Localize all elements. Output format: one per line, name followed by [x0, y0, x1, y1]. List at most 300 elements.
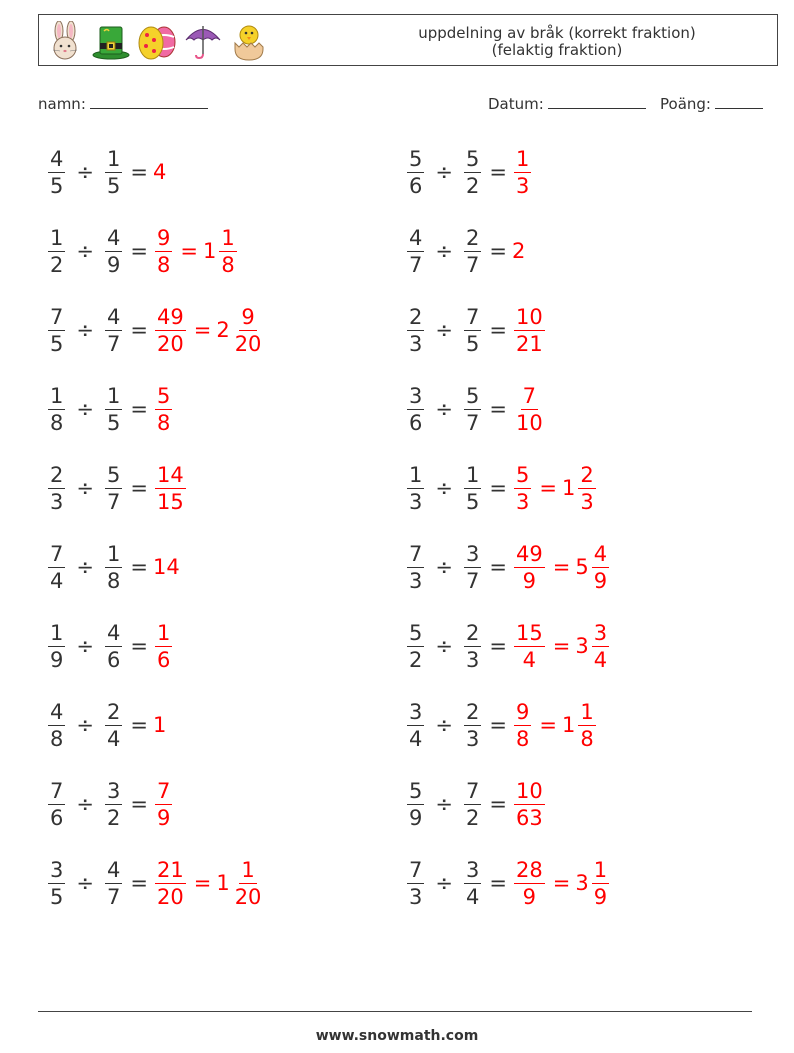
denominator: 9 [106, 252, 121, 277]
numerator: 15 [515, 620, 543, 645]
denominator: 5 [50, 173, 64, 198]
answer [512, 462, 598, 515]
worksheet-title [377, 25, 737, 59]
denominator: 15 [156, 489, 184, 514]
numerator: 28 [515, 857, 543, 882]
denominator: 4 [106, 726, 121, 751]
denominator: 3 [409, 884, 423, 909]
divide-sign: ÷ [76, 239, 94, 263]
denominator: 3 [409, 568, 423, 593]
numerator: 1 [156, 620, 171, 645]
equals-sign: = [130, 792, 148, 816]
divisor-fraction [464, 304, 481, 357]
name-label: namn: [38, 95, 86, 113]
answer-fraction [155, 225, 172, 278]
numerator: 9 [156, 225, 171, 250]
numerator: 3 [409, 383, 423, 408]
numerator: 7 [409, 541, 423, 566]
divide-sign: ÷ [435, 792, 453, 816]
equals-sign: = [130, 318, 148, 342]
denominator: 3 [515, 173, 530, 198]
denominator: 4 [465, 884, 480, 909]
denominator: 5 [465, 331, 480, 356]
numerator: 5 [409, 146, 423, 171]
equals-sign: = [552, 634, 571, 658]
denominator: 6 [409, 410, 423, 435]
denominator: 7 [465, 410, 480, 435]
numerator: 5 [106, 462, 121, 487]
problem-12 [405, 537, 611, 597]
denominator: 21 [515, 331, 543, 356]
answer [512, 146, 533, 199]
equals-sign: = [130, 871, 148, 895]
footer-divider [38, 1011, 752, 1012]
mixed-whole: 2 [216, 318, 230, 342]
title-line-2: (felaktig fraktion) [491, 41, 623, 59]
numerator: 1 [593, 857, 608, 882]
umbrella-icon [183, 21, 223, 61]
divisor-fraction [464, 541, 481, 594]
answer [153, 713, 166, 737]
numerator: 7 [522, 383, 537, 408]
denominator: 9 [593, 568, 608, 593]
numerator: 1 [580, 699, 594, 724]
denominator: 8 [50, 410, 64, 435]
numerator: 2 [106, 699, 121, 724]
answer [512, 383, 547, 436]
divide-sign: ÷ [435, 397, 453, 421]
numerator: 5 [409, 620, 423, 645]
answer-integer: 2 [511, 239, 526, 263]
dividend-fraction [48, 778, 65, 831]
problem-17 [46, 774, 174, 834]
equals-sign: = [180, 239, 198, 263]
easter-eggs-icon [137, 21, 177, 61]
denominator: 3 [409, 331, 423, 356]
denominator: 6 [106, 647, 121, 672]
denominator: 20 [156, 884, 184, 909]
header-icons [45, 19, 269, 63]
dividend-fraction [48, 857, 65, 910]
numerator: 4 [409, 225, 423, 250]
dividend-fraction [407, 462, 424, 515]
denominator: 4 [50, 568, 64, 593]
equals-sign: = [489, 160, 507, 184]
equals-sign: = [489, 239, 507, 263]
equals-sign: = [130, 634, 148, 658]
denominator: 8 [515, 726, 530, 751]
equals-sign: = [489, 713, 507, 737]
problem-2 [405, 142, 533, 202]
answer-fraction [514, 778, 545, 831]
numerator: 1 [50, 225, 64, 250]
denominator: 3 [465, 647, 480, 672]
denominator: 4 [409, 726, 423, 751]
answer-fraction [155, 304, 186, 357]
answer-fraction [514, 541, 545, 594]
mixed-whole: 5 [575, 555, 589, 579]
divisor-fraction [105, 857, 122, 910]
denominator: 7 [106, 884, 121, 909]
mixed-whole: 1 [216, 871, 230, 895]
equals-sign: = [130, 476, 148, 500]
numerator: 5 [465, 146, 480, 171]
score-blank[interactable] [715, 94, 763, 109]
denominator: 8 [580, 726, 594, 751]
numerator: 4 [106, 857, 121, 882]
score-label: Poäng: [660, 95, 711, 113]
dividend-fraction [407, 778, 424, 831]
name-field [38, 94, 208, 113]
footer-url: www.snowmath.com [315, 1028, 479, 1044]
numerator: 14 [156, 462, 184, 487]
numerator: 2 [580, 462, 594, 487]
denominator: 8 [156, 252, 171, 277]
divide-sign: ÷ [435, 555, 453, 579]
dividend-fraction [48, 620, 65, 673]
dividend-fraction [48, 225, 65, 278]
numerator: 5 [515, 462, 530, 487]
denominator: 2 [465, 805, 480, 830]
equals-sign: = [489, 634, 507, 658]
numerator: 4 [50, 146, 64, 171]
divisor-fraction [105, 541, 122, 594]
answer-fraction [155, 620, 172, 673]
answer-fraction [514, 857, 545, 910]
denominator: 2 [106, 805, 121, 830]
numerator: 1 [241, 857, 255, 882]
answer-fraction [155, 857, 186, 910]
numerator: 9 [515, 699, 530, 724]
mixed-fraction [592, 541, 609, 594]
divide-sign: ÷ [76, 160, 94, 184]
equals-sign: = [552, 871, 571, 895]
numerator: 4 [106, 304, 121, 329]
equals-sign: = [489, 397, 507, 421]
denominator: 3 [580, 489, 594, 514]
equals-sign: = [130, 160, 148, 184]
numerator: 7 [156, 778, 171, 803]
divide-sign: ÷ [435, 318, 453, 342]
mixed-whole: 1 [202, 239, 217, 263]
dividend-fraction [48, 541, 65, 594]
equals-sign: = [539, 476, 557, 500]
divide-sign: ÷ [76, 318, 94, 342]
numerator: 7 [50, 778, 64, 803]
numerator: 10 [515, 304, 543, 329]
problem-19 [46, 853, 265, 913]
divisor-fraction [105, 383, 122, 436]
divisor-fraction [464, 225, 481, 278]
answer [153, 620, 174, 673]
numerator: 3 [465, 857, 480, 882]
mixed-whole: 3 [575, 871, 589, 895]
divisor-fraction [105, 699, 122, 752]
dividend-fraction [407, 383, 424, 436]
equals-sign: = [552, 555, 571, 579]
divisor-fraction [105, 225, 122, 278]
equals-sign: = [539, 713, 557, 737]
numerator: 2 [409, 304, 423, 329]
bunny-icon [45, 21, 85, 61]
score-field [660, 94, 763, 113]
numerator: 2 [465, 699, 480, 724]
denominator: 3 [409, 489, 423, 514]
dividend-fraction [407, 146, 424, 199]
mixed-whole: 1 [561, 713, 576, 737]
denominator: 10 [515, 410, 543, 435]
answer [153, 778, 174, 831]
mixed-fraction [592, 857, 609, 910]
denominator: 7 [106, 331, 121, 356]
mixed-fraction [233, 304, 264, 357]
answer-fraction [155, 778, 172, 831]
denominator: 2 [50, 252, 64, 277]
divide-sign: ÷ [76, 476, 94, 500]
problem-13 [46, 616, 174, 676]
divide-sign: ÷ [435, 634, 453, 658]
answer [153, 304, 265, 357]
divide-sign: ÷ [435, 713, 453, 737]
problem-14 [405, 616, 611, 676]
equals-sign: = [489, 555, 507, 579]
divisor-fraction [464, 462, 481, 515]
divisor-fraction [105, 620, 122, 673]
denominator: 6 [409, 173, 423, 198]
answer [512, 778, 547, 831]
dividend-fraction [407, 304, 424, 357]
answer [153, 462, 188, 515]
dividend-fraction [48, 146, 65, 199]
equals-sign: = [130, 555, 148, 579]
title-line-1: uppdelning av bråk (korrekt fraktion) [418, 24, 696, 42]
date-label: Datum: [488, 95, 544, 113]
denominator: 5 [106, 173, 121, 198]
header-box [38, 14, 778, 66]
answer [512, 541, 611, 594]
dividend-fraction [407, 225, 424, 278]
answer [512, 620, 611, 673]
denominator: 7 [465, 568, 480, 593]
equals-sign: = [130, 397, 148, 421]
divide-sign: ÷ [76, 713, 94, 737]
denominator: 6 [50, 805, 64, 830]
answer-integer: 14 [152, 555, 180, 579]
numerator: 21 [156, 857, 184, 882]
denominator: 2 [409, 647, 423, 672]
equals-sign: = [489, 871, 507, 895]
dividend-fraction [407, 857, 424, 910]
problem-4 [405, 221, 525, 281]
numerator: 1 [106, 146, 121, 171]
date-blank[interactable] [548, 94, 646, 109]
problem-16 [405, 695, 598, 755]
denominator: 3 [50, 489, 64, 514]
problem-6 [405, 300, 547, 360]
numerator: 7 [50, 304, 64, 329]
problem-20 [405, 853, 611, 913]
numerator: 7 [409, 857, 423, 882]
problem-8 [405, 379, 547, 439]
divisor-fraction [105, 778, 122, 831]
numerator: 3 [465, 541, 480, 566]
divide-sign: ÷ [76, 792, 94, 816]
denominator: 5 [465, 489, 480, 514]
divisor-fraction [464, 778, 481, 831]
mixed-fraction [578, 699, 595, 752]
denominator: 7 [106, 489, 121, 514]
equals-sign: = [193, 871, 212, 895]
denominator: 8 [106, 568, 121, 593]
numerator: 1 [409, 462, 423, 487]
denominator: 9 [156, 805, 171, 830]
answer [153, 383, 174, 436]
dividend-fraction [407, 541, 424, 594]
mixed-whole: 3 [575, 634, 589, 658]
answer [153, 225, 239, 278]
problem-7 [46, 379, 174, 439]
answer-fraction [155, 383, 172, 436]
divide-sign: ÷ [76, 397, 94, 421]
dividend-fraction [48, 304, 65, 357]
answer [512, 699, 598, 752]
answer [153, 555, 180, 579]
mixed-whole: 1 [561, 476, 576, 500]
numerator: 10 [515, 778, 543, 803]
divisor-fraction [464, 857, 481, 910]
divide-sign: ÷ [435, 476, 453, 500]
divide-sign: ÷ [435, 160, 453, 184]
dividend-fraction [48, 383, 65, 436]
answer-fraction [155, 462, 186, 515]
denominator: 20 [234, 331, 262, 356]
numerator: 2 [50, 462, 64, 487]
numerator: 4 [593, 541, 608, 566]
denominator: 7 [409, 252, 423, 277]
numerator: 5 [156, 383, 171, 408]
chick-in-egg-icon [229, 21, 269, 61]
numerator: 4 [106, 225, 121, 250]
answer-integer: 4 [152, 160, 167, 184]
equals-sign: = [193, 318, 212, 342]
denominator: 7 [465, 252, 480, 277]
denominator: 9 [409, 805, 423, 830]
numerator: 5 [409, 778, 423, 803]
equals-sign: = [489, 318, 507, 342]
numerator: 7 [465, 304, 480, 329]
numerator: 1 [106, 541, 121, 566]
denominator: 8 [221, 252, 235, 277]
problem-10 [405, 458, 598, 518]
dividend-fraction [48, 462, 65, 515]
numerator: 1 [50, 383, 64, 408]
denominator: 4 [593, 647, 608, 672]
divide-sign: ÷ [76, 871, 94, 895]
divisor-fraction [464, 146, 481, 199]
equals-sign: = [489, 792, 507, 816]
numerator: 9 [241, 304, 255, 329]
date-field [488, 94, 646, 113]
numerator: 1 [50, 620, 64, 645]
divisor-fraction [105, 304, 122, 357]
answer [153, 857, 265, 910]
numerator: 5 [465, 383, 480, 408]
numerator: 4 [50, 699, 64, 724]
divisor-fraction [464, 699, 481, 752]
denominator: 2 [465, 173, 480, 198]
numerator: 2 [465, 225, 480, 250]
divisor-fraction [105, 146, 122, 199]
denominator: 3 [465, 726, 480, 751]
divide-sign: ÷ [76, 634, 94, 658]
numerator: 3 [106, 778, 121, 803]
problem-9 [46, 458, 188, 518]
answer-fraction [514, 620, 545, 673]
divisor-fraction [105, 462, 122, 515]
numerator: 49 [515, 541, 543, 566]
leprechaun-hat-icon [91, 21, 131, 61]
denominator: 5 [50, 331, 64, 356]
answer-fraction [514, 146, 531, 199]
denominator: 5 [50, 884, 64, 909]
dividend-fraction [48, 699, 65, 752]
numerator: 3 [50, 857, 64, 882]
denominator: 63 [515, 805, 543, 830]
denominator: 4 [522, 647, 537, 672]
problem-3 [46, 221, 239, 281]
answer-fraction [514, 383, 545, 436]
problem-11 [46, 537, 180, 597]
mixed-fraction [219, 225, 236, 278]
numerator: 7 [50, 541, 64, 566]
denominator: 9 [593, 884, 608, 909]
numerator: 1 [465, 462, 480, 487]
numerator: 2 [465, 620, 480, 645]
divide-sign: ÷ [76, 555, 94, 579]
equals-sign: = [130, 239, 148, 263]
denominator: 9 [522, 884, 537, 909]
name-blank[interactable] [90, 94, 208, 109]
problem-15 [46, 695, 166, 755]
answer-fraction [514, 304, 545, 357]
denominator: 5 [106, 410, 121, 435]
problem-5 [46, 300, 265, 360]
denominator: 20 [234, 884, 262, 909]
numerator: 3 [593, 620, 608, 645]
numerator: 49 [156, 304, 184, 329]
numerator: 1 [221, 225, 235, 250]
problem-18 [405, 774, 547, 834]
mixed-fraction [578, 462, 595, 515]
dividend-fraction [407, 699, 424, 752]
denominator: 8 [156, 410, 171, 435]
answer [153, 160, 166, 184]
denominator: 9 [522, 568, 537, 593]
equals-sign: = [130, 713, 148, 737]
numerator: 1 [106, 383, 121, 408]
denominator: 8 [50, 726, 64, 751]
answer [512, 304, 547, 357]
answer [512, 857, 611, 910]
divide-sign: ÷ [435, 871, 453, 895]
answer-integer: 1 [152, 713, 167, 737]
divisor-fraction [464, 383, 481, 436]
equals-sign: = [489, 476, 507, 500]
answer-fraction [514, 462, 531, 515]
dividend-fraction [407, 620, 424, 673]
mixed-fraction [233, 857, 264, 910]
denominator: 20 [156, 331, 184, 356]
